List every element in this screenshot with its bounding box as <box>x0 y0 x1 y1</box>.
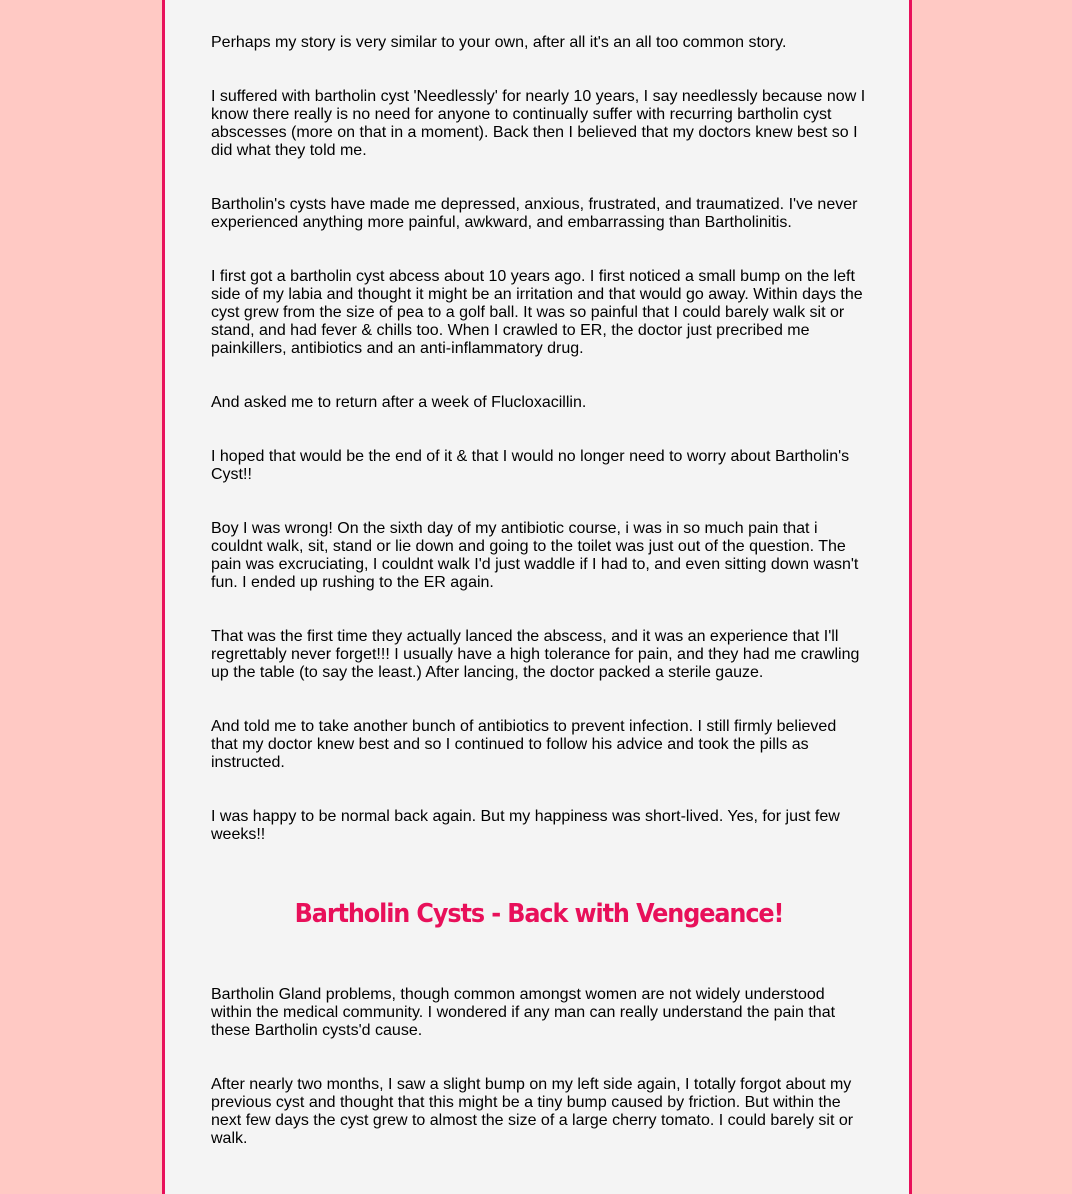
article-paragraph: I hoped that would be the end of it & that I would no longer need to worry about Bartholin's Cyst!! <box>211 448 850 483</box>
article-paragraph: Boy I was wrong! On the sixth day of my antibiotic course, i was in so much pain that i couldnt walk, sit, stand or lie down and going to the toilet was just out of the question. The pain was excruciating, I couldnt walk I'd just waddle if I had to, and even sitting down wasn't fun. I ended up rushing to the ER again. <box>211 520 859 591</box>
article-page <box>162 0 912 1194</box>
article-paragraph: That was the first time they actually lanced the abscess, and it was an experience that I'll regrettably never forget!!! I usually have a high tolerance for pain, and they had me crawling up the table (to say the least.) After lancing, the doctor packed a sterile gauze. <box>211 628 860 681</box>
article-paragraph: I was happy to be normal back again. But my happiness was short-lived. Yes, for just few weeks!! <box>211 808 840 843</box>
article-paragraph: Perhaps my story is very similar to your own, after all it's an all too common story. <box>211 34 787 51</box>
article-paragraph: Bartholin Gland problems, though common amongst women are not widely understood within the medical community. I wondered if any man can really understand the pain that these Bartholin cysts'd cause. <box>211 986 836 1039</box>
article-paragraph: And told me to take another bunch of antibiotics to prevent infection. I still firmly believed that my doctor knew best and so I continued to follow his advice and took the pills as instructed. <box>211 718 837 771</box>
article-paragraph: And asked me to return after a week of Flucloxacillin. <box>211 394 587 411</box>
article-paragraph: I suffered with bartholin cyst 'Needlessly' for nearly 10 years, I say needlessly because now I know there really is no need for anyone to continually suffer with recurring bartholin cyst abscesses (more on that in a moment). Back then I believed that my doctors knew best so I did what they told me. <box>211 88 866 159</box>
article-paragraph: After nearly two months, I saw a slight bump on my left side again, I totally forgot about my previous cyst and thought that this might be a tiny bump caused by friction. But within the next few days the cyst grew to almost the size of a large cherry tomato. I could barely sit or walk. <box>211 1076 854 1147</box>
article-paragraph: Bartholin's cysts have made me depressed, anxious, frustrated, and traumatized. I've never experienced anything more painful, awkward, and embarrassing than Bartholinitis. <box>211 196 858 231</box>
article-paragraph: I first got a bartholin cyst abcess about 10 years ago. I first noticed a small bump on the left side of my labia and thought it might be an irritation and that would go away. Within days the cyst grew from the size of pea to a golf ball. It was so painful that I could barely walk sit or stand, and had fever & chills too. When I crawled to ER, the doctor just precribed me painkillers, antibiotics and an anti-inflammatory drug. <box>211 268 863 357</box>
section-heading: Bartholin Cysts - Back with Vengeance! <box>294 899 784 929</box>
